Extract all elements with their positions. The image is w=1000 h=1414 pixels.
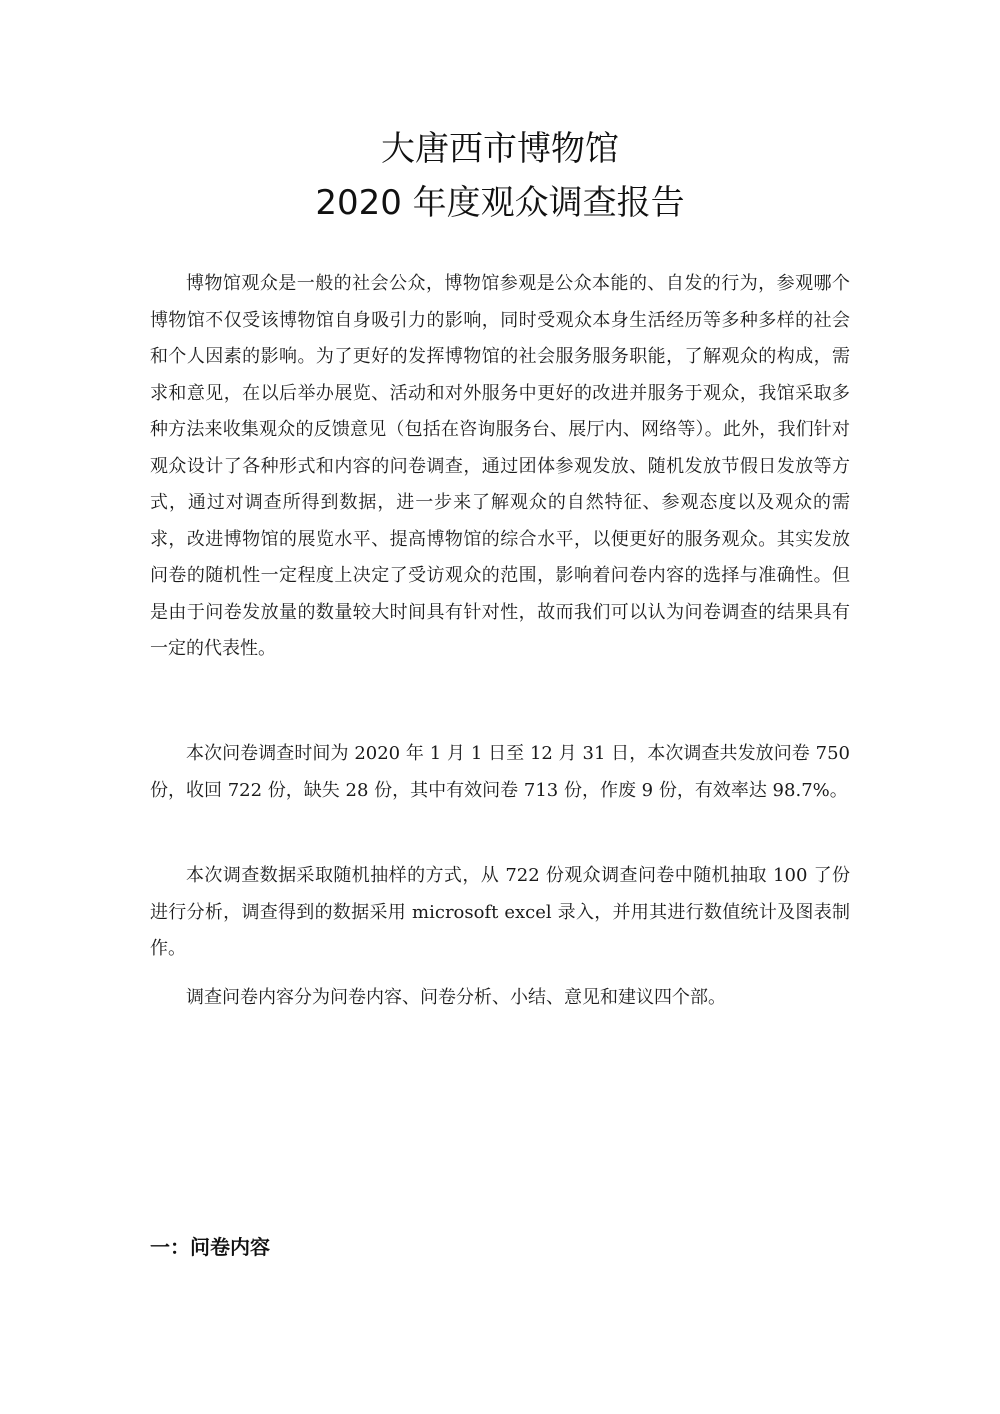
intro-paragraph: 博物馆观众是一般的社会公众，博物馆参观是公众本能的、自发的行为，参观哪个博物馆不仅受该博物馆自身吸引力的影响，同时受观众本身生活经历等多种多样的社会和个人因素的影响。为了更好的发挥博物馆的社会服务服务职能，了解观众的构成，需求和意见，在以后举办展览、活动和对外服务中更好的改进并服务于观众，我馆采取多种方法来收集观众的反馈意见（包括在咨询服务台、展厅内、网络等）。此外，我们针对观众设计了各种形式和内容的问卷调查，通过团体参观发放、随机发放节假日发放等方式，通过对调查所得到数据，进一步来了解观众的自然特征、参观态度以及观众的需求，改进博物馆的展览水平、提高博物馆的综合水平，以便更好的服务观众。其实发放问卷的随机性一定程度上决定了受访观众的范围，影响着问卷内容的选择与准确性。但是由于问卷发放量的数量较大时间具有针对性，故而我们可以认为问卷调查的结果具有一定的代表性。 bbox=[150, 273, 850, 659]
report-structure-paragraph: 调查问卷内容分为问卷内容、问卷分析、小结、意见和建议四个部。 bbox=[186, 987, 726, 1008]
survey-period-paragraph: 本次问卷调查时间为 2020 年 1 月 1 日至 12 月 31 日，本次调查共发放问卷 750 份，收回 722 份，缺失 28 份，其中有效问卷 713 份，作废 9 份，有效率达 98.7%。 bbox=[150, 743, 850, 801]
section-heading-questionnaire-content: 一：问卷内容 bbox=[150, 1235, 270, 1259]
document-title-line2: 2020 年度观众调查报告 bbox=[315, 183, 685, 223]
sampling-method-paragraph: 本次调查数据采取随机抽样的方式，从 722 份观众调查问卷中随机抽取 100 了份进行分析，调查得到的数据采用 microsoft excel 录入，并用其进行数值统计及图表制作。 bbox=[150, 865, 850, 959]
document-title-line1: 大唐西市博物馆 bbox=[381, 129, 619, 169]
